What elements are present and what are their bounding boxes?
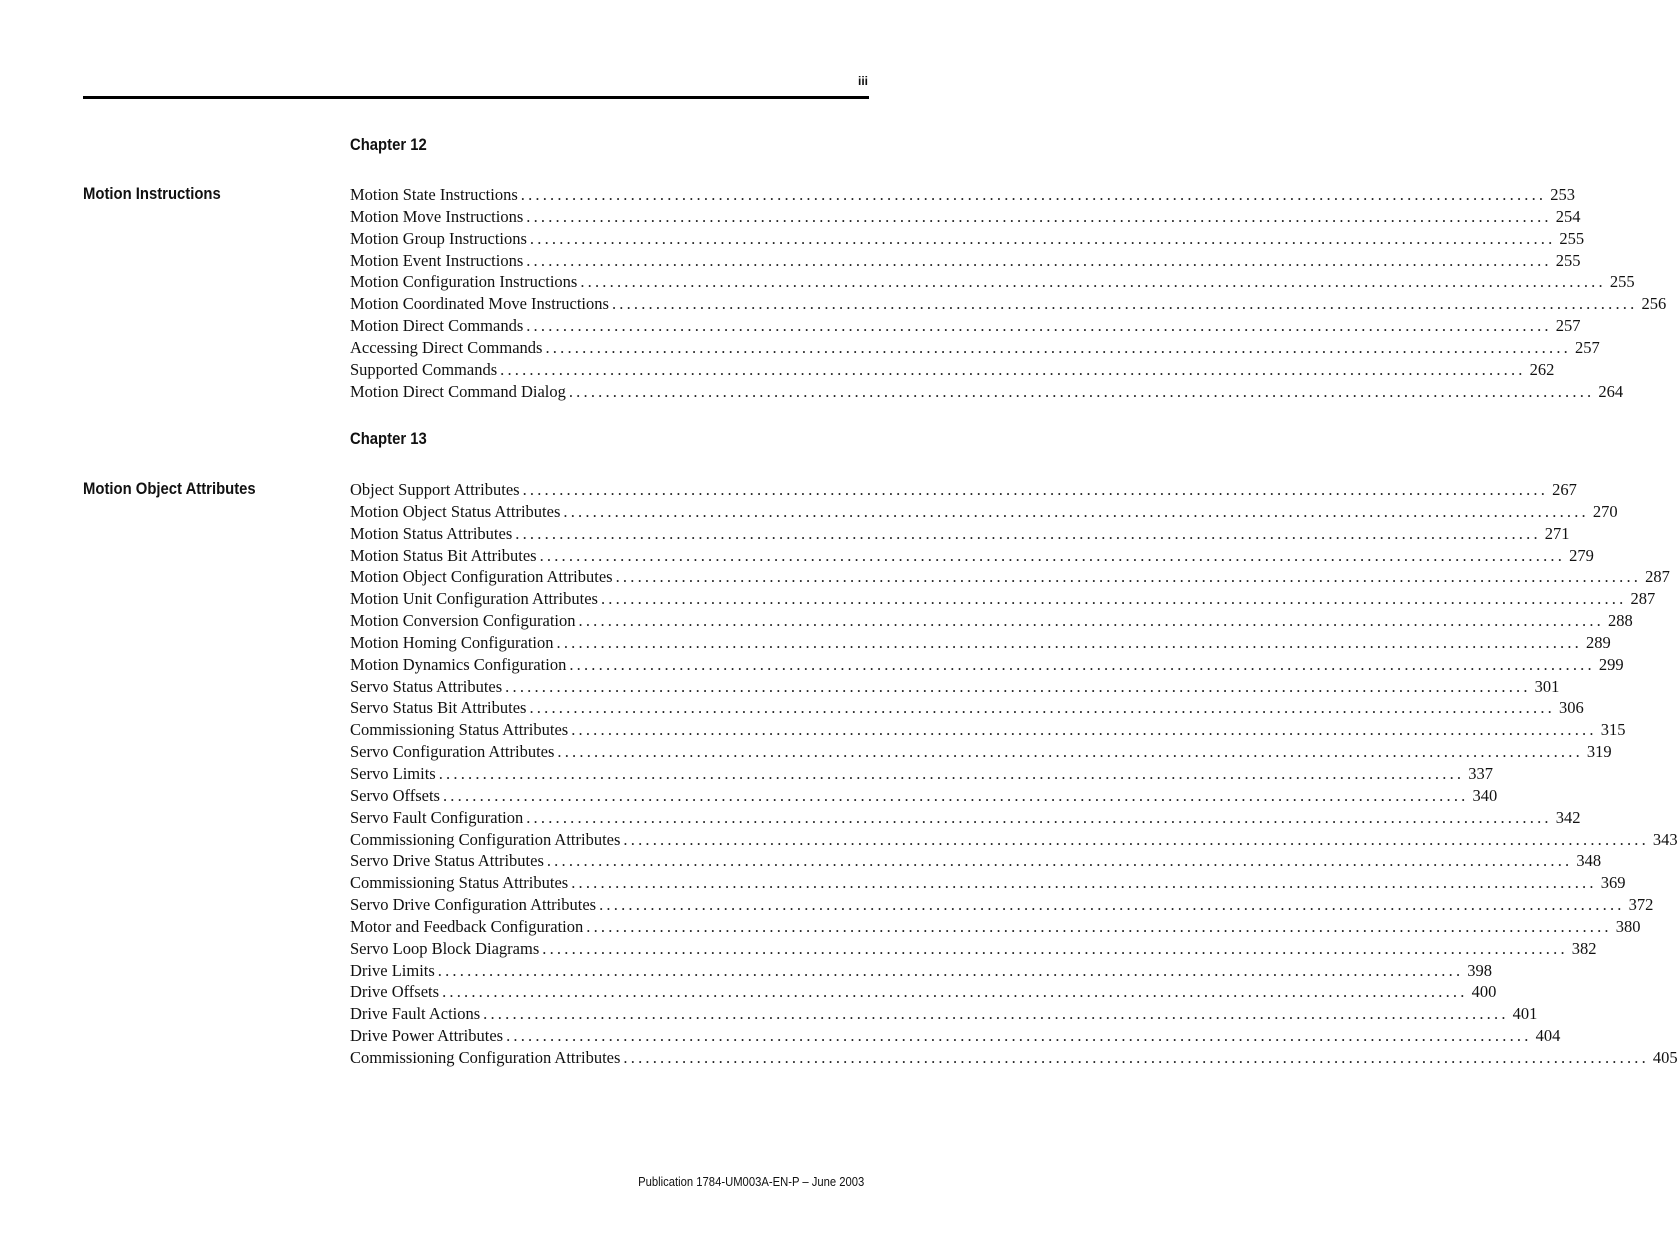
dot-leader: ............................................................................................................................................ bbox=[557, 742, 1583, 762]
toc-entry-title: Commissioning Status Attributes bbox=[350, 873, 569, 893]
toc-entry[interactable] bbox=[350, 337, 1600, 360]
toc-entry-title: Motion Homing Configuration bbox=[350, 632, 554, 652]
toc-entry[interactable] bbox=[350, 611, 1633, 633]
toc-entry-title: Motion Direct Command Dialog bbox=[350, 381, 566, 401]
chapter-12-toc bbox=[350, 185, 1667, 403]
toc-entry-title: Commissioning Configuration Attributes bbox=[350, 829, 621, 849]
toc-entry-page: 372 bbox=[1628, 895, 1654, 915]
toc-entry[interactable] bbox=[350, 916, 1641, 939]
toc-entry-page: 401 bbox=[1512, 1004, 1538, 1024]
toc-entry[interactable] bbox=[350, 523, 1570, 546]
toc-entry-title: Supported Commands bbox=[350, 359, 498, 379]
toc-entry-page: 264 bbox=[1598, 381, 1624, 401]
toc-entry[interactable] bbox=[350, 632, 1611, 655]
toc-entry[interactable] bbox=[350, 545, 1594, 568]
toc-entry-page: 343 bbox=[1652, 829, 1678, 849]
toc-entry[interactable] bbox=[350, 185, 1575, 207]
dot-leader: ............................................................................................................................................ bbox=[545, 337, 1571, 357]
toc-entry-page: 400 bbox=[1471, 982, 1497, 1002]
toc-entry-page: 404 bbox=[1535, 1026, 1561, 1046]
toc-entry-page: 348 bbox=[1576, 851, 1602, 871]
toc-entry-title: Servo Status Attributes bbox=[350, 676, 503, 696]
toc-entry-title: Servo Fault Configuration bbox=[350, 807, 524, 827]
dot-leader: ............................................................................................................................................ bbox=[600, 589, 1627, 609]
toc-entry-page: 319 bbox=[1586, 742, 1612, 762]
toc-entry-title: Commissioning Configuration Attributes bbox=[350, 1047, 621, 1067]
toc-entry-page: 315 bbox=[1600, 720, 1626, 740]
toc-entry[interactable] bbox=[350, 228, 1585, 251]
header-rule bbox=[83, 96, 869, 99]
toc-entry-page: 267 bbox=[1552, 480, 1577, 499]
toc-entry[interactable] bbox=[350, 206, 1581, 229]
toc-entry-page: 257 bbox=[1574, 337, 1600, 357]
dot-leader: ............................................................................................................................................ bbox=[526, 250, 1552, 270]
toc-entry-page: 289 bbox=[1586, 632, 1611, 652]
dot-leader: ............................................................................................................................................ bbox=[599, 895, 1625, 915]
dot-leader: ............................................................................................................................................ bbox=[526, 316, 1552, 336]
toc-entry-page: 271 bbox=[1544, 523, 1570, 543]
dot-leader: ............................................................................................................................................ bbox=[556, 632, 1582, 652]
toc-entry-title: Motion Conversion Configuration bbox=[350, 611, 576, 631]
toc-entry-title: Motion State Instructions bbox=[350, 185, 518, 204]
dot-leader: ............................................................................................................................................ bbox=[623, 1047, 1649, 1067]
toc-entry-page: 256 bbox=[1641, 294, 1667, 314]
chapter-12-title: Motion Instructions bbox=[83, 185, 221, 203]
toc-entry[interactable] bbox=[350, 1047, 1678, 1070]
toc-entry[interactable] bbox=[350, 272, 1635, 294]
dot-leader: ............................................................................................................................................ bbox=[586, 916, 1612, 936]
dot-leader: ............................................................................................................................................ bbox=[437, 960, 1464, 980]
toc-entry[interactable] bbox=[350, 895, 1654, 917]
toc-entry[interactable] bbox=[350, 982, 1497, 1004]
toc-entry-title: Servo Drive Status Attributes bbox=[350, 851, 544, 871]
toc-entry-page: 342 bbox=[1555, 807, 1581, 827]
toc-entry-page: 279 bbox=[1569, 545, 1594, 565]
toc-entry-title: Motion Event Instructions bbox=[350, 250, 524, 270]
toc-entry[interactable] bbox=[350, 654, 1624, 677]
toc-entry-title: Drive Power Attributes bbox=[350, 1026, 504, 1046]
toc-entry[interactable] bbox=[350, 720, 1626, 742]
dot-leader: ............................................................................................................................................ bbox=[520, 185, 1547, 204]
toc-entry[interactable] bbox=[350, 316, 1581, 338]
toc-entry-page: 306 bbox=[1558, 698, 1584, 718]
toc-entry[interactable] bbox=[350, 1026, 1561, 1048]
dot-leader: ............................................................................................................................................ bbox=[623, 829, 1649, 849]
toc-entry-title: Motion Status Attributes bbox=[350, 523, 513, 543]
dot-leader: ............................................................................................................................................ bbox=[500, 359, 1526, 379]
toc-entry[interactable] bbox=[350, 480, 1577, 502]
dot-leader: ............................................................................................................................................ bbox=[438, 763, 1465, 783]
toc-entry-title: Motion Object Configuration Attributes bbox=[350, 567, 613, 587]
toc-entry[interactable] bbox=[350, 829, 1678, 852]
toc-entry-page: 380 bbox=[1615, 916, 1641, 936]
toc-entry-page: 270 bbox=[1592, 501, 1618, 521]
toc-entry[interactable] bbox=[350, 359, 1555, 382]
dot-leader: ............................................................................................................................................ bbox=[546, 851, 1573, 871]
dot-leader: ............................................................................................................................................ bbox=[578, 611, 1604, 631]
toc-entry-title: Motion Object Status Attributes bbox=[350, 501, 561, 521]
toc-entry-title: Motion Status Bit Attributes bbox=[350, 545, 537, 565]
toc-entry[interactable] bbox=[350, 742, 1612, 764]
dot-leader: ............................................................................................................................................ bbox=[615, 567, 1642, 587]
toc-entry-page: 340 bbox=[1472, 785, 1498, 805]
dot-leader: ............................................................................................................................................ bbox=[483, 1004, 1509, 1024]
toc-entry-title: Motion Group Instructions bbox=[350, 228, 527, 248]
toc-entry-page: 288 bbox=[1608, 611, 1633, 631]
toc-entry-title: Object Support Attributes bbox=[350, 480, 520, 499]
dot-leader: ............................................................................................................................................ bbox=[580, 272, 1606, 292]
chapter-13-label: Chapter 13 bbox=[350, 430, 427, 448]
toc-entry-page: 287 bbox=[1630, 589, 1656, 609]
toc-entry-title: Motion Move Instructions bbox=[350, 206, 524, 226]
toc-entry-page: 255 bbox=[1609, 272, 1635, 292]
toc-entry[interactable] bbox=[350, 676, 1560, 699]
toc-entry-page: 398 bbox=[1467, 960, 1493, 980]
toc-entry-page: 262 bbox=[1529, 359, 1555, 379]
dot-leader: ............................................................................................................................................ bbox=[542, 938, 1568, 958]
toc-entry[interactable] bbox=[350, 698, 1584, 720]
dot-leader: ............................................................................................................................................ bbox=[529, 698, 1555, 718]
dot-leader: ............................................................................................................................................ bbox=[526, 206, 1552, 226]
toc-entry-page: 254 bbox=[1555, 206, 1581, 226]
dot-leader: ............................................................................................................................................ bbox=[611, 294, 1638, 314]
toc-entry-title: Servo Status Bit Attributes bbox=[350, 698, 527, 718]
toc-entry[interactable] bbox=[350, 873, 1626, 895]
chapter-12-label: Chapter 12 bbox=[350, 136, 427, 154]
chapter-13-toc bbox=[350, 480, 1678, 1070]
toc-entry-title: Motor and Feedback Configuration bbox=[350, 916, 584, 936]
toc-entry-title: Drive Fault Actions bbox=[350, 1004, 481, 1024]
toc-entry-title: Motion Direct Commands bbox=[350, 316, 524, 336]
dot-leader: ............................................................................................................................................ bbox=[522, 480, 1549, 499]
publication-footer: Publication 1784-UM003A-EN-P – June 2003 bbox=[637, 1175, 864, 1189]
toc-entry-title: Servo Loop Block Diagrams bbox=[350, 938, 540, 958]
toc-entry-page: 257 bbox=[1555, 316, 1581, 336]
toc-entry-title: Drive Limits bbox=[350, 960, 435, 980]
chapter-13-title: Motion Object Attributes bbox=[83, 480, 256, 498]
toc-entry-page: 299 bbox=[1598, 654, 1624, 674]
dot-leader: ............................................................................................................................................ bbox=[571, 720, 1597, 740]
toc-entry-page: 405 bbox=[1652, 1047, 1678, 1067]
toc-entry-title: Servo Limits bbox=[350, 763, 436, 783]
toc-entry[interactable] bbox=[350, 1004, 1538, 1026]
toc-entry-page: 287 bbox=[1645, 567, 1670, 587]
dot-leader: ............................................................................................................................................ bbox=[563, 501, 1589, 521]
page-number: iii bbox=[857, 74, 868, 88]
toc-entry-page: 301 bbox=[1534, 676, 1560, 696]
toc-entry[interactable] bbox=[350, 294, 1667, 316]
toc-entry-page: 255 bbox=[1559, 228, 1585, 248]
toc-entry[interactable] bbox=[350, 807, 1581, 830]
dot-leader: ............................................................................................................................................ bbox=[568, 381, 1595, 401]
toc-entry-title: Accessing Direct Commands bbox=[350, 337, 543, 357]
toc-entry[interactable] bbox=[350, 250, 1581, 273]
dot-leader: ............................................................................................................................................ bbox=[505, 676, 1531, 696]
toc-entry[interactable] bbox=[350, 501, 1618, 524]
dot-leader: ............................................................................................................................................ bbox=[569, 654, 1595, 674]
toc-entry[interactable] bbox=[350, 960, 1493, 983]
dot-leader: ............................................................................................................................................ bbox=[539, 545, 1566, 565]
toc-entry-title: Motion Coordinated Move Instructions bbox=[350, 294, 609, 314]
toc-entry-title: Servo Drive Configuration Attributes bbox=[350, 895, 597, 915]
dot-leader: ............................................................................................................................................ bbox=[442, 982, 1468, 1002]
toc-entry[interactable] bbox=[350, 851, 1602, 873]
toc-entry[interactable] bbox=[350, 763, 1493, 786]
toc-entry-title: Servo Configuration Attributes bbox=[350, 742, 555, 762]
toc-entry[interactable] bbox=[350, 381, 1624, 404]
dot-leader: ............................................................................................................................................ bbox=[442, 785, 1469, 805]
toc-entry-title: Motion Configuration Instructions bbox=[350, 272, 578, 292]
toc-entry-page: 382 bbox=[1571, 938, 1597, 958]
dot-leader: ............................................................................................................................................ bbox=[529, 228, 1556, 248]
dot-leader: ............................................................................................................................................ bbox=[515, 523, 1541, 543]
toc-entry-page: 253 bbox=[1550, 185, 1575, 204]
toc-entry-page: 337 bbox=[1468, 763, 1493, 783]
toc-entry-title: Commissioning Status Attributes bbox=[350, 720, 569, 740]
toc-entry-page: 255 bbox=[1555, 250, 1581, 270]
dot-leader: ............................................................................................................................................ bbox=[571, 873, 1597, 893]
toc-entry-page: 369 bbox=[1600, 873, 1626, 893]
dot-leader: ............................................................................................................................................ bbox=[506, 1026, 1532, 1046]
toc-entry-title: Servo Offsets bbox=[350, 785, 440, 805]
toc-entry-title: Drive Offsets bbox=[350, 982, 440, 1002]
toc-entry[interactable] bbox=[350, 938, 1597, 961]
toc-entry[interactable] bbox=[350, 589, 1656, 611]
dot-leader: ............................................................................................................................................ bbox=[526, 807, 1552, 827]
toc-entry-title: Motion Dynamics Configuration bbox=[350, 654, 567, 674]
toc-entry-title: Motion Unit Configuration Attributes bbox=[350, 589, 598, 609]
toc-entry[interactable] bbox=[350, 785, 1498, 808]
toc-entry[interactable] bbox=[350, 567, 1670, 589]
